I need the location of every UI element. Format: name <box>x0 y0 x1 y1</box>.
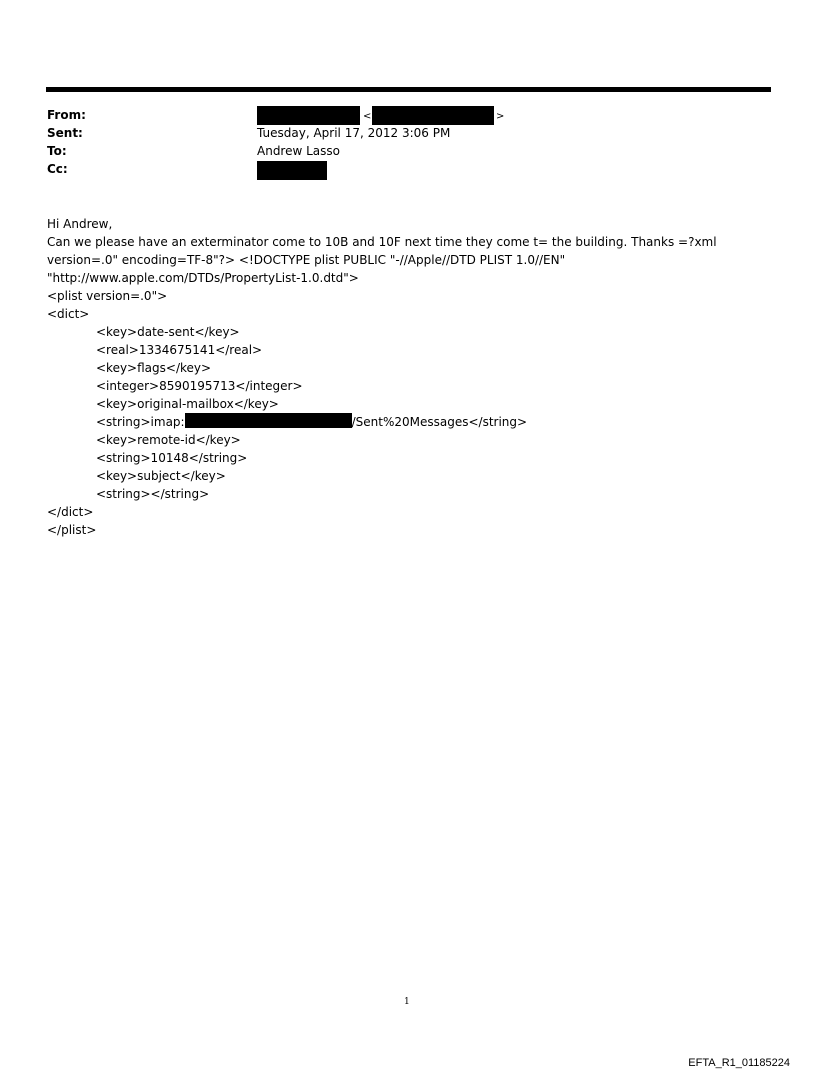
body-line: </plist> <box>47 523 97 537</box>
greeting: Hi Andrew, <box>47 217 113 231</box>
plist-line: <key>subject</key> <box>96 469 226 483</box>
plist-line: <string></string> <box>96 487 210 501</box>
from-close-bracket: > <box>496 111 505 122</box>
from-email-redaction <box>372 106 494 125</box>
from-open-bracket: < <box>363 111 372 122</box>
header-rule <box>46 87 771 92</box>
imap-prefix: <string>imap: <box>96 415 185 429</box>
body-line: <plist version=.0"> <box>47 289 168 303</box>
plist-line-imap <box>47 413 777 431</box>
plist-line: <key>date-sent</key> <box>96 325 240 339</box>
imap-suffix: /Sent%20Messages</string> <box>351 415 528 429</box>
sent-value: Tuesday, April 17, 2012 3:06 PM <box>257 126 451 140</box>
from-name-redaction <box>257 106 360 125</box>
body-line: </dict> <box>47 505 94 519</box>
plist-line: <real>1334675141</real> <box>96 343 263 357</box>
sent-label: Sent: <box>47 126 83 140</box>
body-line: version=.0" encoding=TF-8"?> <!DOCTYPE plist PUBLIC "-//Apple//DTD PLIST 1.0//EN" <box>47 253 566 267</box>
plist-line: <string>10148</string> <box>96 451 248 465</box>
document-id: EFTA_R1_01185224 <box>688 1057 790 1069</box>
plist-line: <key>original-mailbox</key> <box>96 397 279 411</box>
plist-line: <key>flags</key> <box>96 361 212 375</box>
to-label: To: <box>47 144 67 158</box>
email-body <box>47 215 777 539</box>
plist-line: <integer>8590195713</integer> <box>96 379 303 393</box>
body-line: "http://www.apple.com/DTDs/PropertyList-1.0.dtd"> <box>47 271 359 285</box>
page-number: 1 <box>404 997 410 1007</box>
cc-label: Cc: <box>47 162 68 176</box>
body-line: <dict> <box>47 307 90 321</box>
from-label: From: <box>47 108 86 122</box>
plist-line: <key>remote-id</key> <box>96 433 241 447</box>
imap-redaction <box>185 413 352 428</box>
cc-redaction <box>257 161 327 180</box>
to-value: Andrew Lasso <box>257 144 340 158</box>
body-line: Can we please have an exterminator come to 10B and 10F next time they come t= the building. Thanks =?xml <box>47 235 717 249</box>
